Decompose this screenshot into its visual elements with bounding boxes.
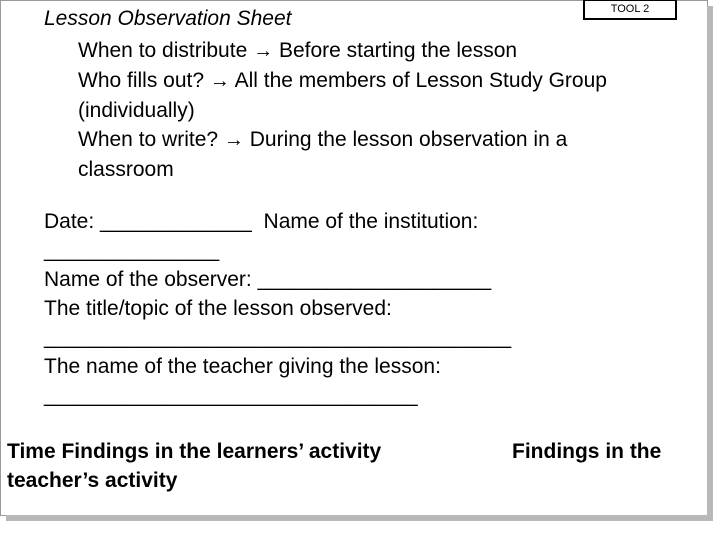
teacher-column-heading-cont: teacher’s activity [7,469,178,492]
arrow-right-icon: → [209,70,230,92]
info-line-when-write [78,125,698,155]
info-line-classroom: classroom [78,158,174,181]
tool-badge: TOOL 2 [583,0,677,20]
institution-label: Name of the institution: [263,210,479,233]
info-line-when-distribute [78,36,698,66]
info-label: Who fills out? [78,69,205,92]
date-field[interactable]: Date: _____________ [44,210,252,233]
info-line-individually: (individually) [78,99,195,122]
arrow-right-icon: → [253,40,274,62]
sheet-title: Lesson Observation Sheet [44,7,292,30]
arrow-right-icon: → [223,129,244,151]
slide-shadow-right [707,6,713,521]
info-value: Before starting the lesson [278,39,518,62]
info-value: During the lesson observation in a [249,128,568,151]
learners-column-heading: Time Findings in the learners’ activity [7,440,382,463]
teacher-field[interactable]: ________________________________ [44,384,418,407]
info-line-who-fills [78,66,698,96]
findings-columns [7,437,697,495]
topic-label: The title/topic of the lesson observed: [44,297,392,320]
institution-field[interactable]: _______________ [44,239,220,262]
info-label: When to distribute [78,39,248,62]
distribution-info [78,36,698,184]
slide-shadow-bottom [6,515,713,521]
findings-header-row [7,437,697,466]
observation-form [44,207,664,410]
info-label: When to write? [78,128,219,151]
teacher-label: The name of the teacher giving the lesson: [44,355,441,378]
observer-field[interactable]: Name of the observer: ____________________ [44,268,492,291]
date-institution-line [44,207,664,236]
topic-field[interactable]: ________________________________________ [44,326,512,349]
teacher-column-heading: Findings in the [512,440,662,463]
info-value: All the members of Lesson Study Group [234,69,607,92]
